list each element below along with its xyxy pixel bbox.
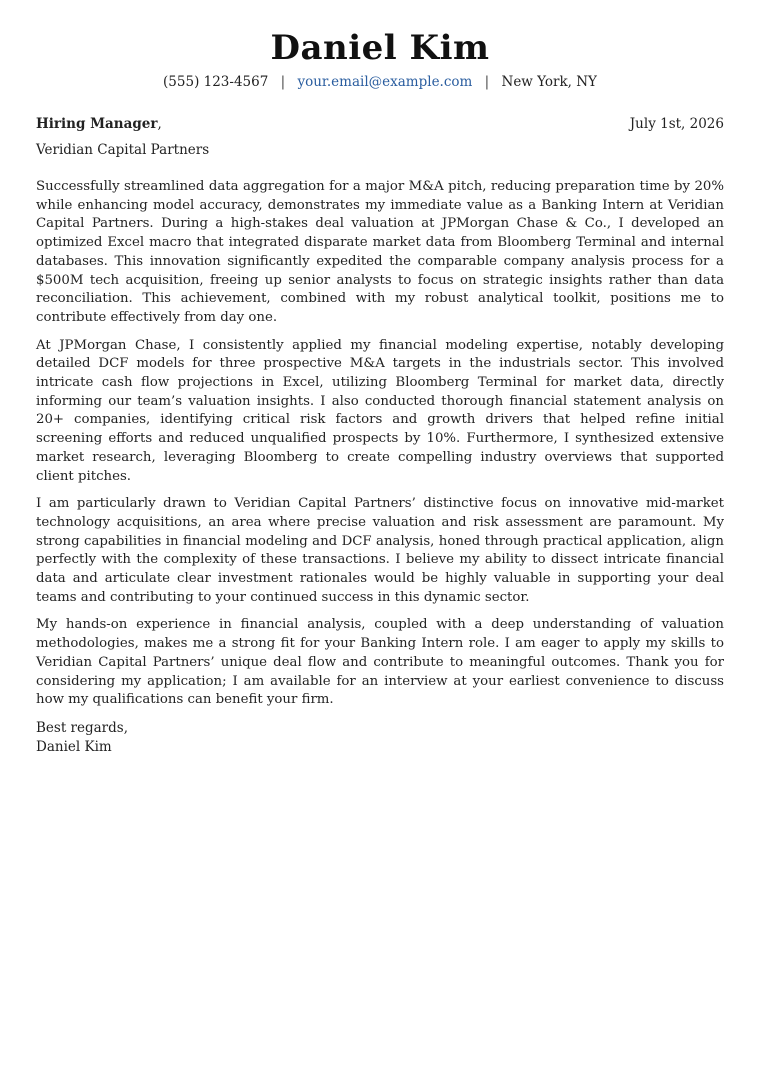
recipient-name: Hiring Manager [36, 116, 158, 132]
email-link[interactable]: your.email@example.com [297, 74, 473, 90]
recipient-salutation [36, 114, 162, 134]
letter-closing [36, 719, 724, 757]
recipient-row [36, 114, 724, 134]
location: New York, NY [501, 74, 597, 90]
closing-salutation: Best regards, [36, 719, 129, 736]
contact-line [36, 72, 724, 92]
letter-date: July 1st, 2026 [629, 116, 724, 132]
body-paragraph: At JPMorgan Chase, I consistently applied my financial modeling expertise, notably developing detailed DCF models for three prospective M&A targets in the industrials sector. This involved intricate cash flow projections in Excel, utilizing Bloomberg Terminal for market data, directly informing our team’s valuation insights. I also conducted thorough financial statement analysis on 20+ companies, identifying critical risk factors and growth drivers that helped refine initial screening efforts and reduced unqualified prospects by 10%. Furthermore, I synthesized extensive market research, leveraging Bloomberg to create compelling industry overviews that supported client pitches. [36, 337, 724, 484]
applicant-name: Daniel Kim [270, 28, 490, 68]
contact-separator: | [280, 74, 286, 90]
body-paragraph: My hands-on experience in financial analysis, coupled with a deep understanding of valuation methodologies, makes me a strong fit for your Banking Intern role. I am eager to apply my skills to Veridian Capital Partners’ unique deal flow and contribute to meaningful outcomes. Thank you for considering my application; I am available for an interview at your earliest convenience to discuss how my qualifications can benefit your firm. [36, 617, 724, 708]
contact-separator: | [484, 74, 490, 90]
phone-number: (555) 123-4567 [163, 74, 269, 90]
letter-body [36, 178, 724, 710]
recipient-name-suffix: , [157, 116, 162, 132]
recipient-company: Veridian Capital Partners [36, 142, 210, 158]
body-paragraph: Successfully streamlined data aggregation for a major M&A pitch, reducing preparation time by 20% while enhancing model accuracy, demonstrates my immediate value as a Banking Intern at Veridian Capital Partners. During a high-stakes deal valuation at JPMorgan Chase & Co., I developed an optimized Excel macro that integrated disparate market data from Bloomberg Terminal and internal databases. This innovation significantly expedited the comparable company analysis process for a $500M tech acquisition, freeing up senior analysts to focus on strategic insights rather than data reconciliation. This achievement, combined with my robust analytical toolkit, positions me to contribute effectively from day one. [36, 179, 724, 325]
body-paragraph: I am particularly drawn to Veridian Capital Partners’ distinctive focus on innovative mid-market technology acquisitions, an area where precise valuation and risk assessment are paramount. My strong capabilities in financial modeling and DCF analysis, honed through practical application, align perfectly with the complexity of these transactions. I believe my ability to dissect intricate financial data and articulate clear investment rationales would be highly valuable in supporting your deal teams and contributing to your continued success in this dynamic sector. [36, 496, 724, 605]
closing-signature: Daniel Kim [36, 738, 112, 755]
